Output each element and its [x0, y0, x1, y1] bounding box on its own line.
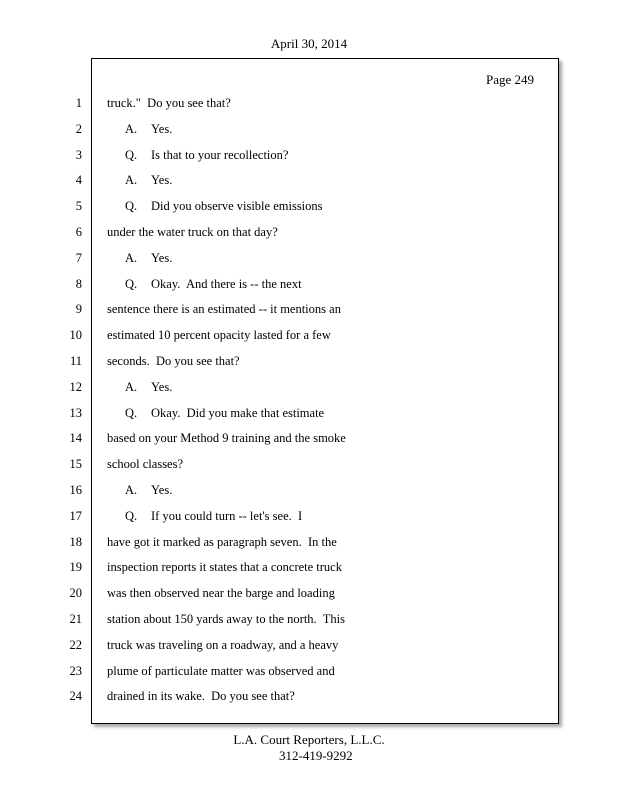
transcript-line — [107, 403, 547, 429]
line-number: 2 — [75, 121, 82, 136]
speaker-tag: Q. — [125, 147, 138, 162]
line-number: 16 — [69, 482, 82, 497]
line-text: Yes. — [151, 173, 173, 188]
line-text: truck." Do you see that? — [107, 96, 231, 110]
line-number: 11 — [69, 353, 82, 368]
transcript-line — [107, 274, 547, 300]
transcript-line — [107, 428, 547, 454]
line-text: was then observed near the barge and loading — [107, 586, 335, 601]
speaker-tag: Q. — [125, 276, 138, 291]
line-text: estimated 10 percent opacity lasted for a few — [107, 328, 331, 343]
transcript-date: April 30, 2014 — [270, 36, 348, 51]
line-text: have got it marked as paragraph seven. In the — [107, 534, 337, 549]
line-text: inspection reports it states that a concrete truck — [107, 560, 342, 575]
line-text: Is that to your recollection? — [151, 147, 289, 162]
line-number: 14 — [69, 431, 82, 446]
transcript-line — [107, 377, 547, 403]
line-number: 1 — [75, 96, 82, 110]
line-number: 7 — [75, 250, 82, 265]
line-number: 15 — [69, 457, 82, 472]
line-number: 23 — [69, 663, 82, 678]
line-number: 4 — [75, 173, 82, 188]
line-number: 22 — [69, 637, 82, 652]
line-text: based on your Method 9 training and the smoke — [107, 431, 346, 446]
transcript-line — [107, 170, 547, 196]
reporter-phone: 312-419-9292 — [279, 748, 353, 763]
page-number: Page 249 — [486, 72, 535, 87]
transcript-body — [107, 93, 547, 712]
transcript-line — [107, 351, 547, 377]
line-number: 5 — [75, 199, 82, 214]
footer — [0, 732, 618, 763]
speaker-tag: A. — [125, 379, 138, 394]
line-number: 3 — [75, 147, 82, 162]
line-text: station about 150 yards away to the north. This — [107, 611, 345, 626]
transcript-line — [107, 454, 547, 480]
line-number: 20 — [69, 586, 82, 601]
line-text: Yes. — [151, 250, 173, 265]
transcript-line — [107, 222, 547, 248]
transcript-line — [107, 661, 547, 687]
line-number: 17 — [69, 508, 82, 523]
transcript-line — [107, 196, 547, 222]
reporter-company: L.A. Court Reporters, L.L.C. — [233, 732, 385, 747]
speaker-tag: A. — [125, 482, 138, 497]
speaker-tag: Q. — [125, 199, 138, 214]
line-number: 21 — [69, 611, 82, 626]
transcript-line — [107, 325, 547, 351]
speaker-tag: A. — [125, 173, 138, 188]
transcript-line — [107, 686, 547, 712]
line-number: 19 — [69, 560, 82, 575]
line-number: 9 — [75, 302, 82, 317]
line-number: 8 — [75, 276, 82, 291]
transcript-line — [107, 532, 547, 558]
line-text: under the water truck on that day? — [107, 224, 278, 239]
line-text: truck was traveling on a roadway, and a heavy — [107, 637, 339, 652]
line-number: 13 — [69, 405, 82, 420]
line-text: Okay. And there is -- the next — [151, 276, 302, 291]
transcript-line — [107, 248, 547, 274]
line-text: Yes. — [151, 379, 173, 394]
transcript-line — [107, 557, 547, 583]
transcript-line — [107, 609, 547, 635]
line-text: drained in its wake. Do you see that? — [107, 689, 295, 704]
line-text: school classes? — [107, 457, 184, 472]
transcript-line — [107, 583, 547, 609]
line-number: 24 — [69, 689, 82, 704]
line-number: 18 — [69, 534, 82, 549]
line-number-column — [58, 93, 82, 712]
speaker-tag: Q. — [125, 405, 138, 420]
transcript-line — [107, 635, 547, 661]
line-number: 10 — [69, 328, 82, 343]
line-text: sentence there is an estimated -- it mentions an — [107, 302, 341, 317]
line-number: 12 — [69, 379, 82, 394]
line-text: Yes. — [151, 482, 173, 497]
transcript-line — [107, 93, 547, 119]
line-text: If you could turn -- let's see. I — [151, 508, 303, 523]
line-text: Did you observe visible emissions — [151, 199, 323, 214]
line-text: seconds. Do you see that? — [107, 353, 240, 368]
line-text: Okay. Did you make that estimate — [151, 405, 325, 420]
transcript-line — [107, 119, 547, 145]
speaker-tag: Q. — [125, 508, 138, 523]
line-text: Yes. — [151, 121, 173, 136]
line-text: plume of particulate matter was observed and — [107, 663, 335, 678]
transcript-line — [107, 506, 547, 532]
transcript-line — [107, 145, 547, 171]
line-number: 6 — [75, 224, 82, 239]
transcript-line — [107, 480, 547, 506]
speaker-tag: A. — [125, 250, 138, 265]
transcript-line — [107, 299, 547, 325]
speaker-tag: A. — [125, 121, 138, 136]
